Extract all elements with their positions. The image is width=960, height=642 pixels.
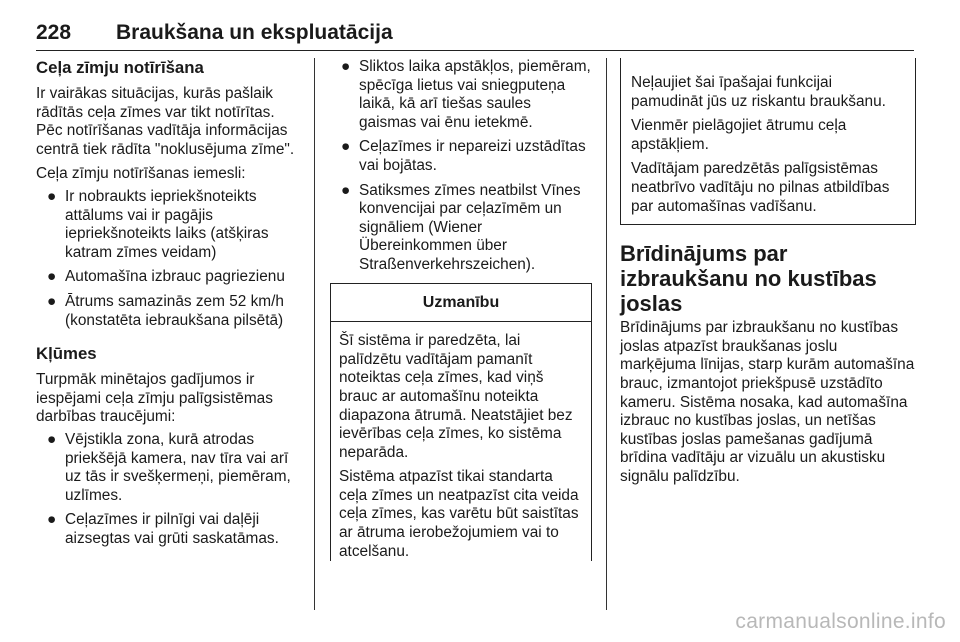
faults-list — [36, 431, 300, 549]
reasons-list — [36, 188, 300, 330]
list-item: ● Ir nobraukts iepriekšnoteikts attālums vai ir pagājis iepriekšnoteikts laiks (atšķiras katram zīmes veidam) — [47, 187, 269, 261]
caution-box-continued — [620, 58, 916, 225]
running-title: Braukšana un ekspluatācija — [116, 21, 393, 44]
watermark: carmanualsonline.info — [735, 610, 946, 633]
paragraph: Sistēma atpazīst tikai standarta ceļa zīmes un neatpazīst cita veida ceļa zīmes, kas varētu būt saistītas ar ātruma ierobežojumiem vai to atcelšanu. — [339, 468, 579, 560]
list-item: ● Ātrums samazinās zem 52 km/h (konstatēta iebraukšana pilsētā) — [47, 292, 284, 329]
list-item: ● Sliktos laika apstākļos, piemēram, spēcīga lietus vai sniegputeņa laikā, kā arī tiešas saules gaismas vai ēnu ietekmē. — [341, 58, 591, 131]
caution-box — [330, 283, 592, 562]
paragraph: Ir vairākas situācijas, kurās pašlaik rādītās ceļa zīmes var tikt notīrītas. Pēc notīrīšanas vadītāja informācijas centrā tiek rādīta "noklusējuma zīme". — [36, 85, 295, 158]
list-item: ● Ceļazīmes ir nepareizi uzstādītas vai bojātas. — [341, 138, 586, 174]
paragraph: Turpmāk minētajos gadījumos ir iespējami ceļa zīmju palīgsistēmas darbības traucējumi: — [36, 371, 273, 426]
paragraph: Ceļa zīmju notīrīšanas iemesli: — [36, 165, 246, 183]
column-divider-2 — [606, 58, 607, 610]
caution-body — [331, 322, 591, 561]
section-heading-sign-clearing: Ceļa zīmju notīrīšana — [36, 58, 204, 77]
page-number: 228 — [36, 21, 72, 44]
paragraph: Vadītājam paredzētās palīgsistēmas neatbrīvo vadītāju no pilnas atbildības par automašīnas vadīšanu. — [631, 160, 890, 215]
paragraph: Šī sistēma ir paredzēta, lai palīdzētu vadītājam pamanīt noteiktas ceļa zīmes, kad viņš brauc ar automašīnu noteikta diapazona ātrumā. Neatstājiet bez ievērības ceļa zīmes, ko sistēma neparāda. — [339, 332, 573, 461]
column-2 — [330, 58, 592, 561]
section-heading-lane-departure: Brīdinājums par izbraukšanu no kustības joslas — [620, 241, 877, 317]
paragraph: Neļaujiet šai īpašajai funkcijai pamudināt jūs uz riskantu braukšanu. — [631, 74, 886, 110]
faults-list-continued — [330, 58, 592, 275]
page-header — [36, 18, 914, 51]
list-item: ● Automašīna izbrauc pagriezienu — [47, 268, 285, 286]
paragraph: Vienmēr pielāgojiet ātrumu ceļa apstākļiem. — [631, 117, 847, 153]
column-1 — [36, 58, 300, 554]
column-3 — [620, 58, 916, 493]
list-item: ● Vējstikla zona, kurā atrodas priekšējā kamera, nav tīra vai arī uz tās ir svešķermeņi, piemēram, uzlīmes. — [47, 430, 291, 504]
section-heading-faults: Kļūmes — [36, 344, 97, 364]
caution-title: Uzmanību — [331, 283, 591, 323]
column-divider-1 — [314, 58, 315, 610]
list-item: ● Satiksmes zīmes neatbilst Vīnes konvencijai par ceļazīmēm un signāliem (Wiener Übereinkommen über Straßenverkehrszeichen). — [341, 181, 581, 273]
paragraph: Brīdinājums par izbraukšanu no kustības joslas atpazīst braukšanas joslu marķējuma līnijas, starp kurām automašīna brauc, izmantojot priekšpusē uzstādīto kameru. Sistēma nosaka, kad automašīna izbrauc no kustības joslas, un netīšas kustības joslas pamešanas gadījumā brīdina vadītāju ar vizuālu un akustisku signālu palīdzību. — [620, 319, 915, 485]
list-item: ● Ceļazīmes ir pilnīgi vai daļēji aizsegtas vai grūti saskatāmas. — [47, 511, 279, 547]
